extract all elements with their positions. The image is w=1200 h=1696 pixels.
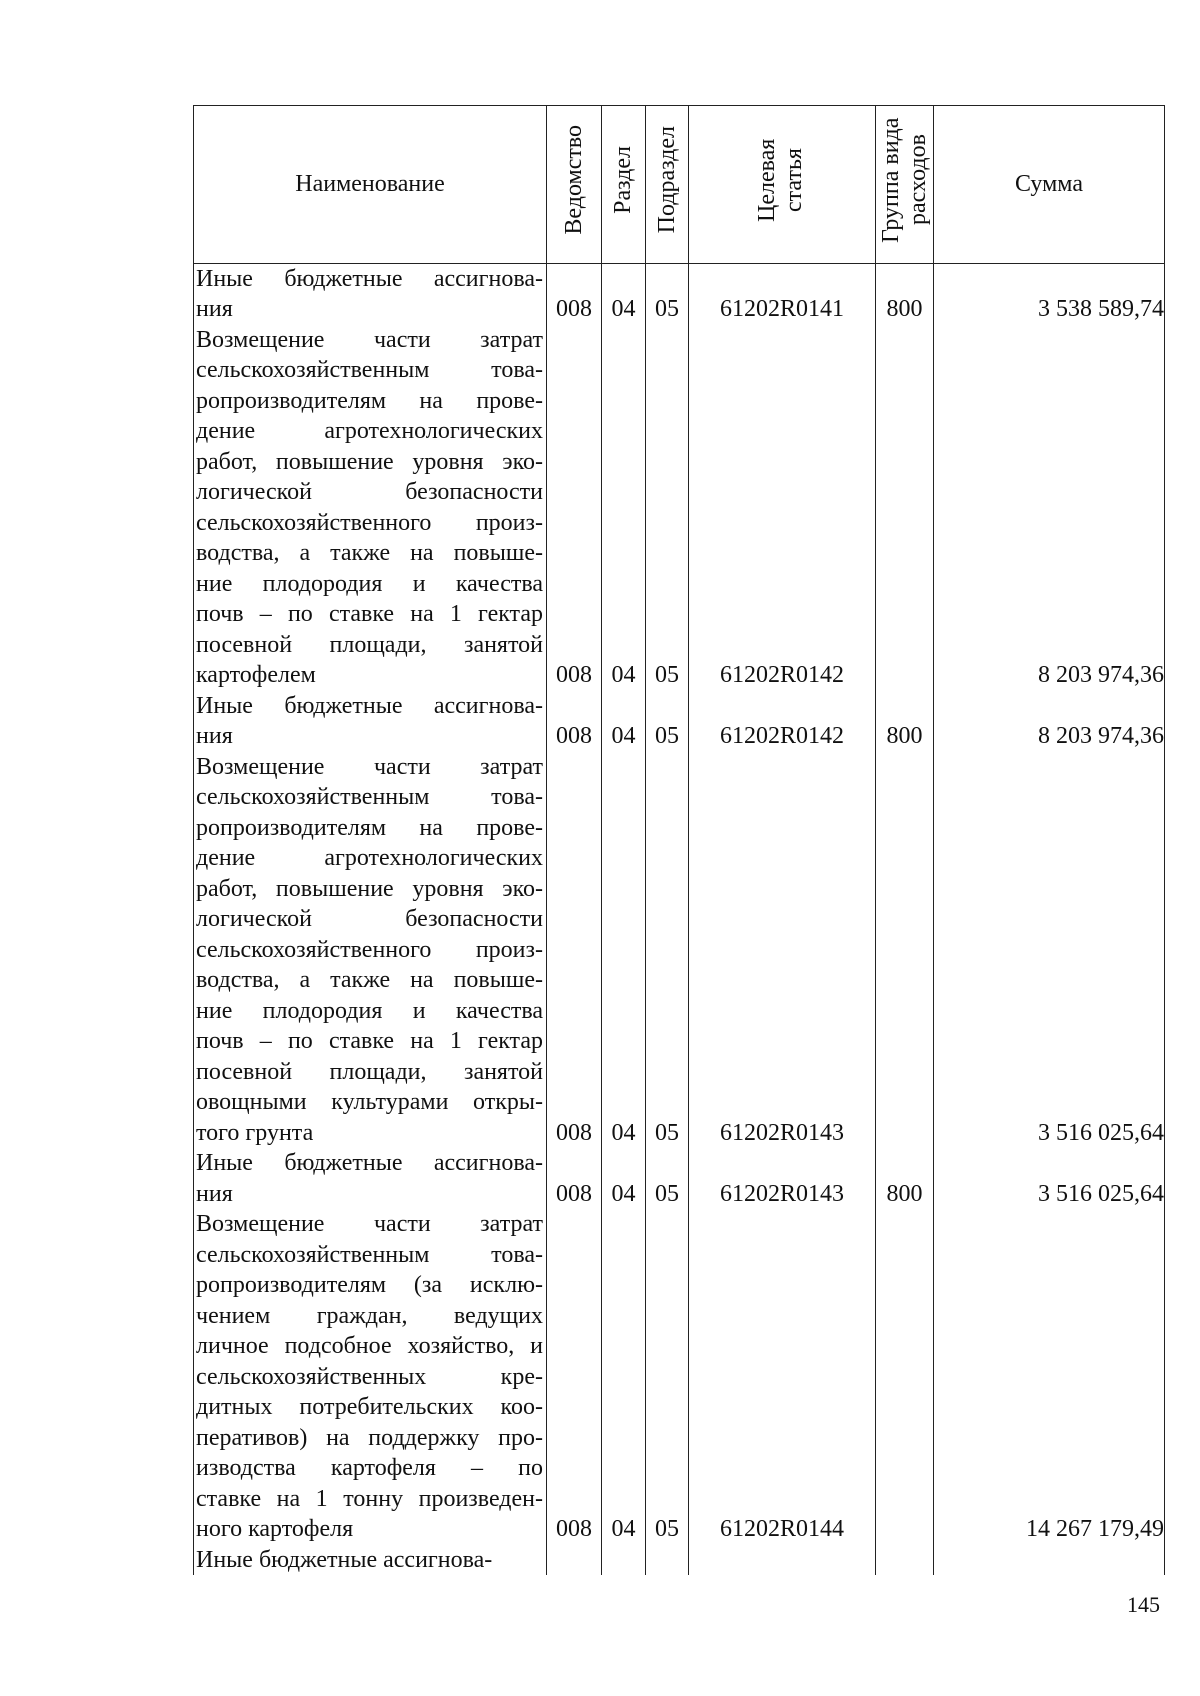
row-name-line: посевной площади, занятой: [196, 631, 543, 658]
row-celevaya-statya: 61202R0144: [689, 1209, 876, 1545]
row-gruppa-vida-rashodov: [876, 325, 934, 691]
row-name-line: Возмещение части затрат: [196, 1211, 543, 1237]
row-name: [194, 1545, 547, 1576]
row-gruppa-vida-rashodov: 800: [876, 1148, 934, 1209]
row-name-line: картофелем: [196, 662, 316, 688]
row-vedomstvo: 008: [547, 1209, 602, 1545]
row-name-line: почв – по ставке на 1 гектар: [196, 1028, 543, 1054]
row-summa: 8 203 974,36: [934, 691, 1165, 752]
row-name: [194, 1209, 547, 1545]
budget-table: [193, 105, 1165, 1575]
row-celevaya-statya: 61202R0143: [689, 752, 876, 1149]
row-vedomstvo: 008: [547, 263, 602, 325]
row-name-line: сельскохозяйственных кре-: [196, 1363, 543, 1390]
row-summa: [934, 1545, 1165, 1576]
row-podrazdel: 05: [646, 325, 689, 691]
row-name-line: работ, повышение уровня эко-: [196, 448, 543, 475]
row-name-line: ропроизводителям на прове-: [196, 387, 543, 414]
row-name-line: дитных потребительских коо-: [196, 1394, 543, 1420]
row-name-line: сельскохозяйственного произ-: [196, 936, 543, 963]
row-podrazdel: 05: [646, 263, 689, 325]
row-name: [194, 263, 547, 325]
row-name-line: сельскохозяйственным това-: [196, 784, 543, 810]
row-name-line: ного картофеля: [196, 1516, 354, 1542]
row-name: [194, 691, 547, 752]
row-name-line: перативов) на поддержку про-: [196, 1424, 543, 1451]
header-summa: Сумма: [934, 106, 1165, 264]
row-gruppa-vida-rashodov: [876, 1545, 934, 1576]
table-body: [194, 263, 1165, 1575]
row-name-line: Иные бюджетные ассигнова-: [196, 692, 543, 719]
row-name-line: ние плодородия и качества: [196, 997, 543, 1024]
row-razdel: 04: [602, 752, 646, 1149]
row-name-line: личное подсобное хозяйство, и: [196, 1333, 543, 1359]
row-vedomstvo: 008: [547, 325, 602, 691]
table-row: [194, 1148, 1165, 1209]
row-name-line: посевной площади, занятой: [196, 1058, 543, 1085]
row-name-line: чением граждан, ведущих: [196, 1302, 543, 1329]
row-gruppa-vida-rashodov: 800: [876, 691, 934, 752]
row-razdel: 04: [602, 691, 646, 752]
row-name: [194, 325, 547, 691]
row-name-line: сельскохозяйственным това-: [196, 1241, 543, 1268]
row-gruppa-vida-rashodov: 800: [876, 263, 934, 325]
row-name-line: изводства картофеля – по: [196, 1455, 543, 1481]
table-row: [194, 263, 1165, 325]
row-summa: 3 516 025,64: [934, 752, 1165, 1149]
row-vedomstvo: 008: [547, 752, 602, 1149]
table-row: [194, 691, 1165, 752]
row-name-line: ния: [196, 723, 233, 749]
header-podrazdel: Подраздел: [646, 106, 689, 264]
row-celevaya-statya: 61202R0142: [689, 325, 876, 691]
row-name-line: ропроизводителям на прове-: [196, 814, 543, 841]
row-celevaya-statya: [689, 1545, 876, 1576]
header-celevaya-statya: Целевая статья: [689, 106, 876, 264]
row-vedomstvo: 008: [547, 1148, 602, 1209]
row-podrazdel: [646, 1545, 689, 1576]
table-row: [194, 752, 1165, 1149]
row-name-line: Возмещение части затрат: [196, 753, 543, 780]
table-row: [194, 325, 1165, 691]
row-name-line: логической безопасности: [196, 479, 543, 505]
page-number: 145: [1127, 1592, 1160, 1617]
table-header: [194, 106, 1165, 264]
row-celevaya-statya: 61202R0143: [689, 1148, 876, 1209]
row-name-line: ставке на 1 тонну произведен-: [196, 1485, 543, 1512]
row-name: [194, 752, 547, 1149]
row-summa: 3 538 589,74: [934, 263, 1165, 325]
row-razdel: 04: [602, 1209, 646, 1545]
header-gruppa-vida-rashodov: Группа вида расходов: [876, 106, 934, 264]
row-summa: 14 267 179,49: [934, 1209, 1165, 1545]
row-name-line: дение агротехнологических: [196, 845, 543, 871]
row-name-line: дение агротехнологических: [196, 418, 543, 444]
row-podrazdel: 05: [646, 752, 689, 1149]
row-gruppa-vida-rashodov: [876, 1209, 934, 1545]
row-celevaya-statya: 61202R0141: [689, 263, 876, 325]
row-podrazdel: 05: [646, 1148, 689, 1209]
row-gruppa-vida-rashodov: [876, 752, 934, 1149]
row-name-line: ния: [196, 1180, 233, 1207]
table-row: [194, 1545, 1165, 1576]
row-name-line: Возмещение части затрат: [196, 326, 543, 353]
row-podrazdel: 05: [646, 691, 689, 752]
row-name-line: почв – по ставке на 1 гектар: [196, 601, 543, 627]
table-row: [194, 1209, 1165, 1545]
row-name: [194, 1148, 547, 1209]
row-summa: 8 203 974,36: [934, 325, 1165, 691]
row-summa: 3 516 025,64: [934, 1148, 1165, 1209]
header-vedomstvo: Ведомство: [547, 106, 602, 264]
row-name-line: ние плодородия и качества: [196, 570, 543, 597]
row-vedomstvo: [547, 1545, 602, 1576]
row-razdel: 04: [602, 263, 646, 325]
row-razdel: [602, 1545, 646, 1576]
row-podrazdel: 05: [646, 1209, 689, 1545]
row-vedomstvo: 008: [547, 691, 602, 752]
row-name-line: сельскохозяйственного произ-: [196, 509, 543, 536]
header-name: Наименование: [194, 106, 547, 264]
row-name-line: сельскохозяйственным това-: [196, 357, 543, 383]
row-name-line: водства, а также на повыше-: [196, 540, 543, 566]
row-name-line: работ, повышение уровня эко-: [196, 875, 543, 902]
row-celevaya-statya: 61202R0142: [689, 691, 876, 752]
row-name-line: ния: [196, 296, 233, 322]
row-name-line: Иные бюджетные ассигнова-: [196, 1150, 543, 1176]
row-name-line: водства, а также на повыше-: [196, 967, 543, 993]
row-razdel: 04: [602, 325, 646, 691]
row-name-line: Иные бюджетные ассигнова-: [196, 265, 543, 292]
row-razdel: 04: [602, 1148, 646, 1209]
header-razdel: Раздел: [602, 106, 646, 264]
row-name-line: логической безопасности: [196, 906, 543, 932]
row-name-line: того грунта: [196, 1119, 314, 1146]
row-name-line: Иные бюджетные ассигнова-: [196, 1546, 493, 1573]
row-name-line: овощными культурами откры-: [196, 1089, 543, 1115]
row-name-line: ропроизводителям (за исклю-: [196, 1272, 543, 1298]
